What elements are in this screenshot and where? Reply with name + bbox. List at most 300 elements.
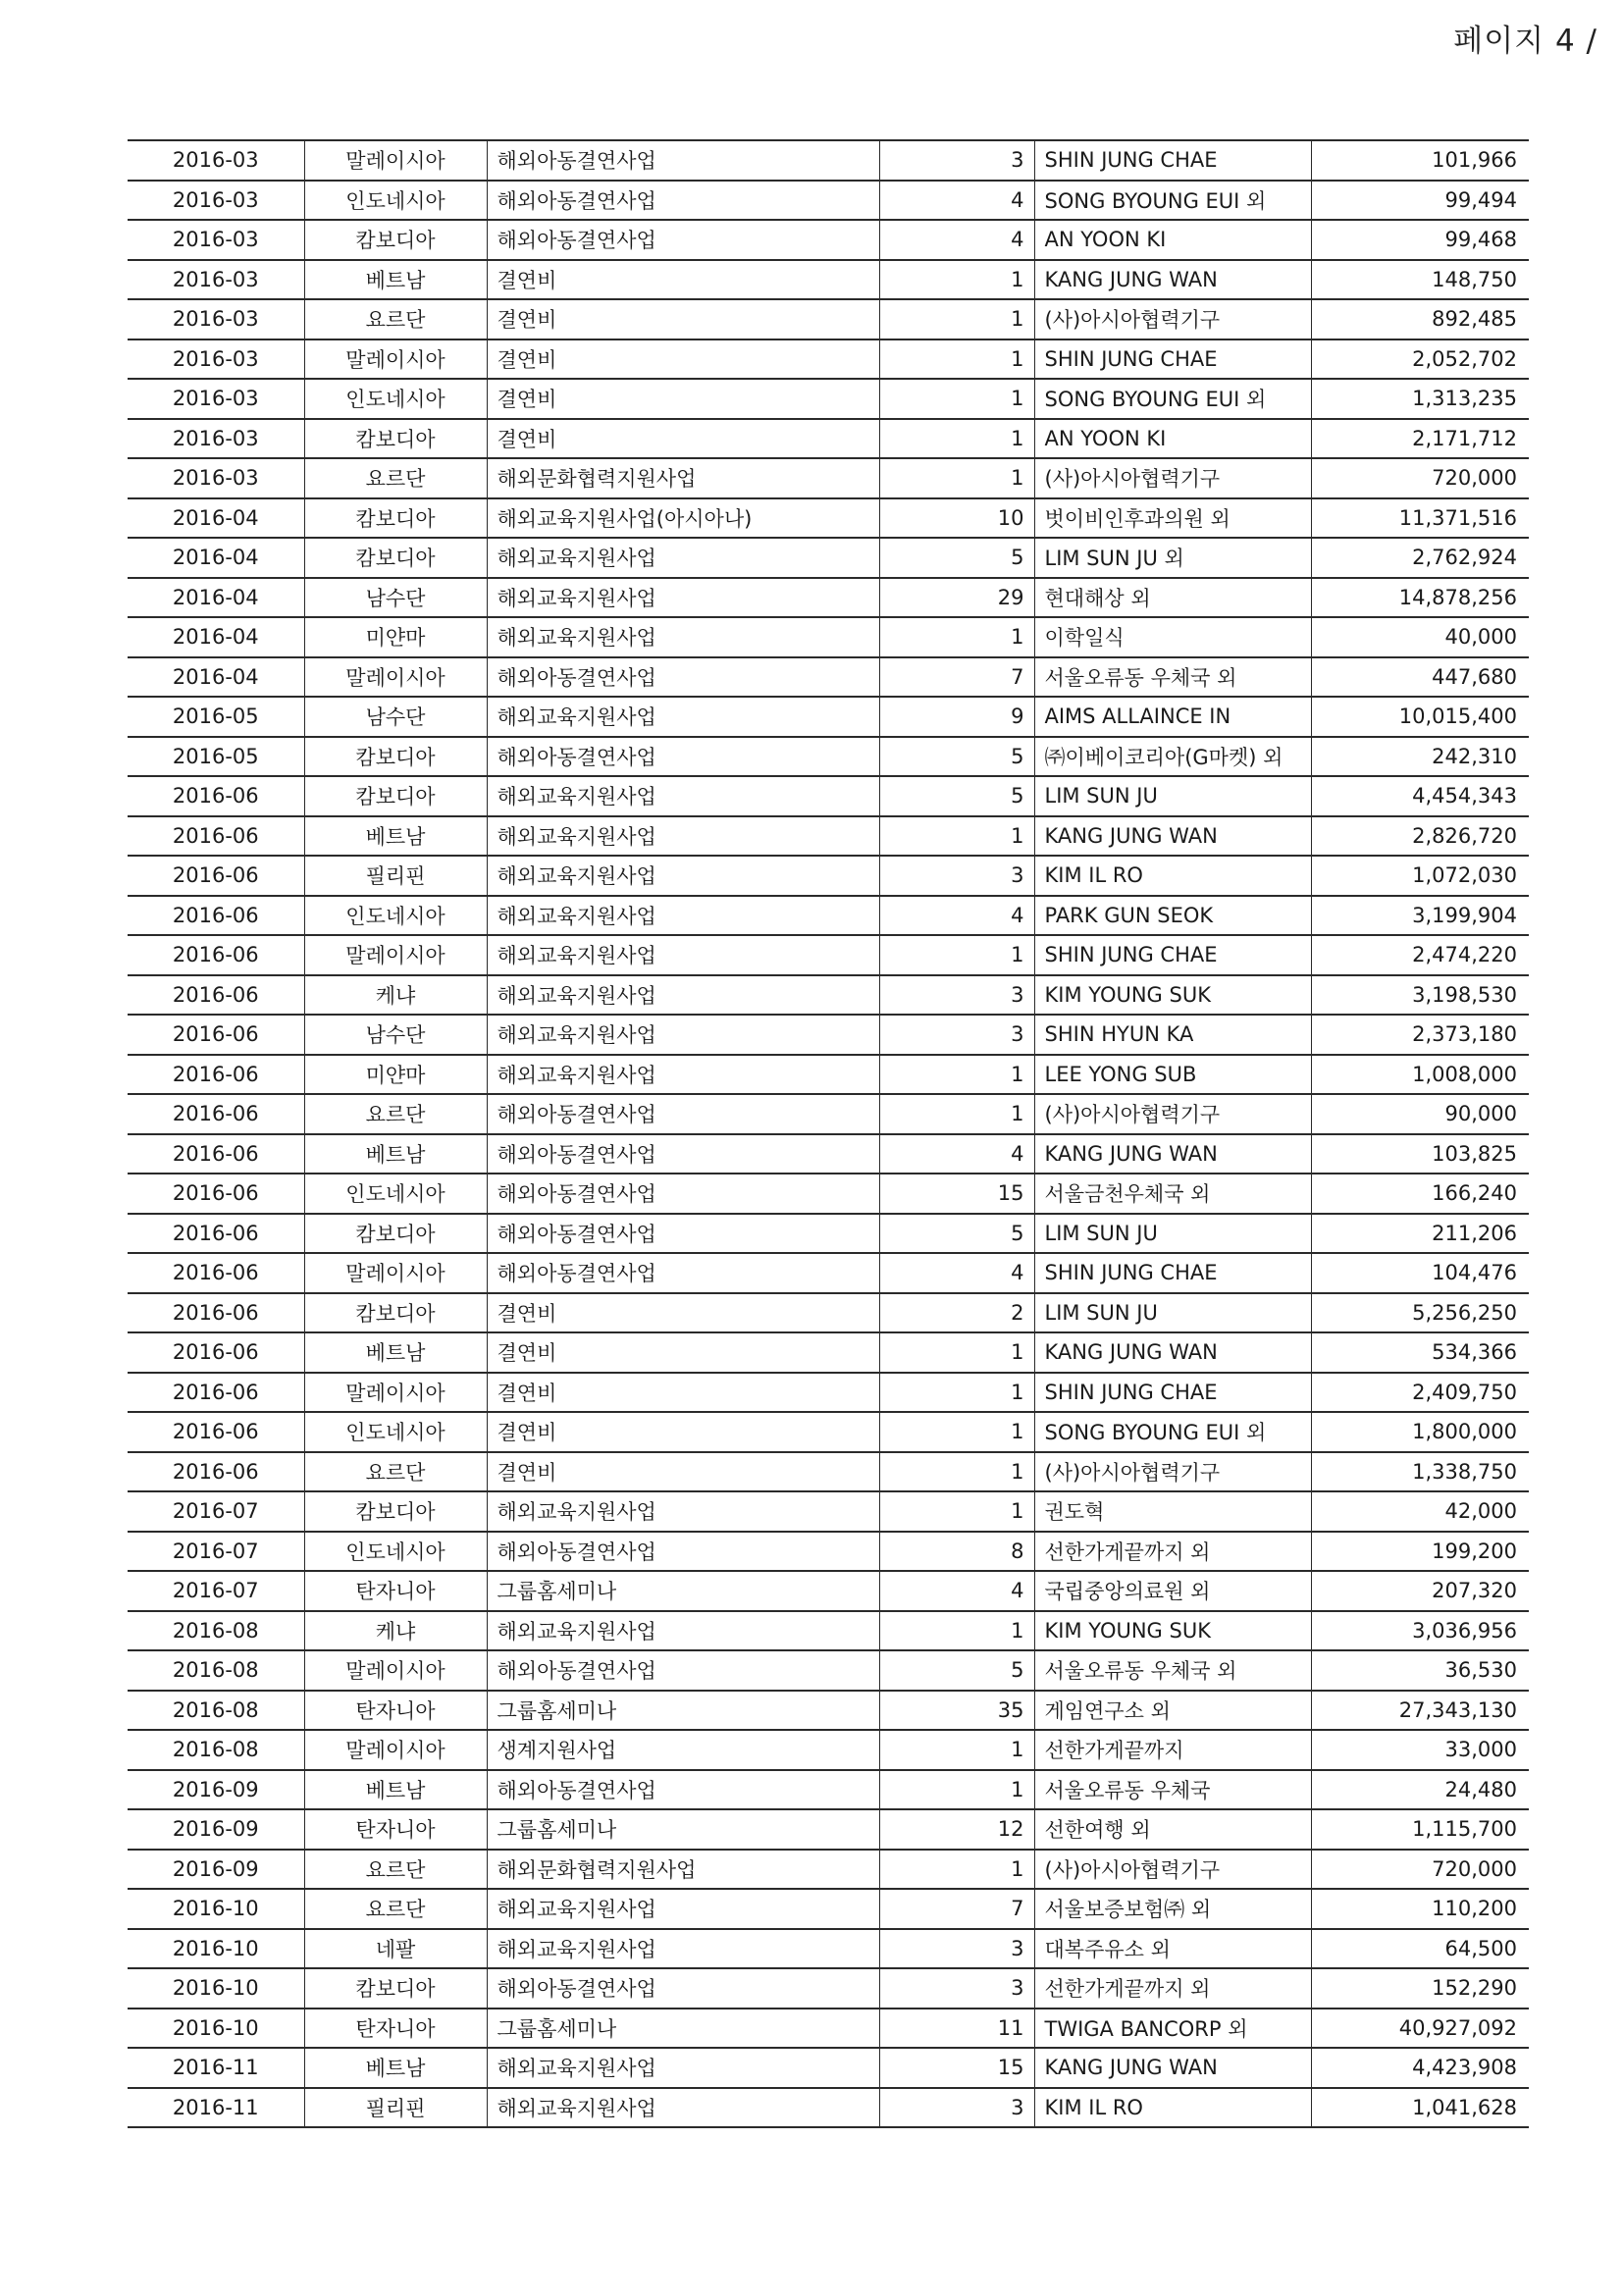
date-cell: 2016-03 [128, 181, 304, 221]
amount-cell: 1,800,000 [1311, 1412, 1529, 1452]
count-cell: 1 [879, 935, 1034, 975]
payee-cell: 게임연구소 외 [1034, 1691, 1311, 1731]
payee-cell: 이학일식 [1034, 617, 1311, 657]
date-cell: 2016-06 [128, 1412, 304, 1452]
amount-cell: 3,199,904 [1311, 896, 1529, 936]
date-cell: 2016-03 [128, 458, 304, 498]
program-cell: 결연비 [487, 339, 879, 380]
country-cell: 남수단 [304, 1015, 487, 1055]
country-cell: 탄자니아 [304, 1809, 487, 1850]
count-cell: 3 [879, 1929, 1034, 1969]
country-cell: 베트남 [304, 1134, 487, 1174]
date-cell: 2016-07 [128, 1571, 304, 1611]
count-cell: 1 [879, 1491, 1034, 1532]
date-cell: 2016-06 [128, 1332, 304, 1373]
payee-cell: 선한가게끝까지 외 [1034, 1968, 1311, 2009]
program-cell: 해외교육지원사업 [487, 1611, 879, 1651]
country-cell: 요르단 [304, 1094, 487, 1134]
payee-cell: AN YOON KI [1034, 419, 1311, 459]
count-cell: 10 [879, 498, 1034, 539]
program-cell: 해외아동결연사업 [487, 657, 879, 698]
payee-cell: SHIN HYUN KA [1034, 1015, 1311, 1055]
amount-cell: 99,494 [1311, 181, 1529, 221]
ledger-body [128, 140, 1529, 2127]
date-cell: 2016-10 [128, 1889, 304, 1929]
date-cell: 2016-09 [128, 1809, 304, 1850]
country-cell: 필리핀 [304, 2088, 487, 2128]
count-cell: 5 [879, 737, 1034, 777]
program-cell: 해외아동결연사업 [487, 737, 879, 777]
table-row [128, 1809, 1529, 1850]
count-cell: 1 [879, 260, 1034, 300]
table-row [128, 1253, 1529, 1293]
count-cell: 1 [879, 379, 1034, 419]
payee-cell: SHIN JUNG CHAE [1034, 140, 1311, 181]
amount-cell: 5,256,250 [1311, 1293, 1529, 1333]
amount-cell: 4,454,343 [1311, 776, 1529, 816]
amount-cell: 27,343,130 [1311, 1691, 1529, 1731]
program-cell: 해외교육지원사업 [487, 1889, 879, 1929]
count-cell: 1 [879, 1094, 1034, 1134]
program-cell: 생계지원사업 [487, 1730, 879, 1770]
country-cell: 케냐 [304, 1611, 487, 1651]
date-cell: 2016-06 [128, 1094, 304, 1134]
amount-cell: 1,041,628 [1311, 2088, 1529, 2128]
date-cell: 2016-04 [128, 657, 304, 698]
date-cell: 2016-11 [128, 2048, 304, 2088]
count-cell: 5 [879, 1214, 1034, 1254]
date-cell: 2016-06 [128, 816, 304, 857]
count-cell: 3 [879, 140, 1034, 181]
country-cell: 말레이시아 [304, 140, 487, 181]
table-row [128, 1094, 1529, 1134]
count-cell: 7 [879, 1889, 1034, 1929]
table-row [128, 1293, 1529, 1333]
table-row [128, 260, 1529, 300]
amount-cell: 10,015,400 [1311, 697, 1529, 737]
program-cell: 해외아동결연사업 [487, 1968, 879, 2009]
country-cell: 베트남 [304, 1770, 487, 1810]
program-cell: 해외아동결연사업 [487, 181, 879, 221]
program-cell: 결연비 [487, 419, 879, 459]
amount-cell: 110,200 [1311, 1889, 1529, 1929]
amount-cell: 447,680 [1311, 657, 1529, 698]
payee-cell: 대복주유소 외 [1034, 1929, 1311, 1969]
count-cell: 4 [879, 220, 1034, 260]
amount-cell: 3,036,956 [1311, 1611, 1529, 1651]
date-cell: 2016-06 [128, 1253, 304, 1293]
country-cell: 베트남 [304, 260, 487, 300]
count-cell: 1 [879, 1730, 1034, 1770]
table-row [128, 1968, 1529, 2009]
payee-cell: SHIN JUNG CHAE [1034, 339, 1311, 380]
date-cell: 2016-03 [128, 299, 304, 339]
count-cell: 2 [879, 1293, 1034, 1333]
program-cell: 결연비 [487, 1373, 879, 1413]
program-cell: 그룹홈세미나 [487, 1809, 879, 1850]
payee-cell: SHIN JUNG CHAE [1034, 1373, 1311, 1413]
country-cell: 미얀마 [304, 1055, 487, 1095]
amount-cell: 2,409,750 [1311, 1373, 1529, 1413]
payee-cell: KANG JUNG WAN [1034, 1332, 1311, 1373]
program-cell: 해외교육지원사업 [487, 776, 879, 816]
count-cell: 5 [879, 1650, 1034, 1691]
country-cell: 인도네시아 [304, 896, 487, 936]
count-cell: 4 [879, 1134, 1034, 1174]
program-cell: 결연비 [487, 1412, 879, 1452]
count-cell: 1 [879, 1850, 1034, 1890]
table-row [128, 140, 1529, 181]
amount-cell: 103,825 [1311, 1134, 1529, 1174]
payee-cell: 벗이비인후과의원 외 [1034, 498, 1311, 539]
date-cell: 2016-03 [128, 339, 304, 380]
count-cell: 4 [879, 1571, 1034, 1611]
date-cell: 2016-05 [128, 697, 304, 737]
country-cell: 베트남 [304, 816, 487, 857]
amount-cell: 892,485 [1311, 299, 1529, 339]
country-cell: 인도네시아 [304, 1532, 487, 1572]
table-row [128, 220, 1529, 260]
date-cell: 2016-05 [128, 737, 304, 777]
count-cell: 5 [879, 776, 1034, 816]
country-cell: 남수단 [304, 578, 487, 618]
amount-cell: 14,878,256 [1311, 578, 1529, 618]
date-cell: 2016-03 [128, 140, 304, 181]
program-cell: 해외문화협력지원사업 [487, 458, 879, 498]
amount-cell: 2,474,220 [1311, 935, 1529, 975]
program-cell: 해외아동결연사업 [487, 1094, 879, 1134]
country-cell: 캄보디아 [304, 1293, 487, 1333]
country-cell: 요르단 [304, 1889, 487, 1929]
amount-cell: 101,966 [1311, 140, 1529, 181]
count-cell: 4 [879, 1253, 1034, 1293]
amount-cell: 33,000 [1311, 1730, 1529, 1770]
table-row [128, 776, 1529, 816]
amount-cell: 211,206 [1311, 1214, 1529, 1254]
table-row [128, 299, 1529, 339]
program-cell: 결연비 [487, 1332, 879, 1373]
country-cell: 말레이시아 [304, 1373, 487, 1413]
program-cell: 해외교육지원사업 [487, 617, 879, 657]
country-cell: 요르단 [304, 1850, 487, 1890]
payee-cell: KANG JUNG WAN [1034, 816, 1311, 857]
table-row [128, 1452, 1529, 1492]
amount-cell: 2,762,924 [1311, 538, 1529, 578]
country-cell: 캄보디아 [304, 776, 487, 816]
amount-cell: 207,320 [1311, 1571, 1529, 1611]
date-cell: 2016-08 [128, 1730, 304, 1770]
page-number-label: 페이지 4 / [1453, 24, 1597, 59]
table-row [128, 379, 1529, 419]
amount-cell: 152,290 [1311, 1968, 1529, 2009]
table-row [128, 1373, 1529, 1413]
country-cell: 필리핀 [304, 856, 487, 896]
program-cell: 해외교육지원사업 [487, 1055, 879, 1095]
payee-cell: SONG BYOUNG EUI 외 [1034, 181, 1311, 221]
payee-cell: SONG BYOUNG EUI 외 [1034, 379, 1311, 419]
table-row [128, 737, 1529, 777]
date-cell: 2016-11 [128, 2088, 304, 2128]
program-cell: 해외아동결연사업 [487, 1532, 879, 1572]
date-cell: 2016-06 [128, 975, 304, 1016]
payee-cell: 서울오류동 우체국 외 [1034, 1650, 1311, 1691]
table-row [128, 2088, 1529, 2128]
table-row [128, 538, 1529, 578]
payee-cell: 권도혁 [1034, 1491, 1311, 1532]
country-cell: 요르단 [304, 1452, 487, 1492]
count-cell: 1 [879, 1452, 1034, 1492]
country-cell: 탄자니아 [304, 1571, 487, 1611]
date-cell: 2016-03 [128, 220, 304, 260]
country-cell: 탄자니아 [304, 2009, 487, 2049]
count-cell: 4 [879, 181, 1034, 221]
count-cell: 12 [879, 1809, 1034, 1850]
country-cell: 베트남 [304, 1332, 487, 1373]
country-cell: 인도네시아 [304, 1174, 487, 1214]
count-cell: 3 [879, 1968, 1034, 2009]
count-cell: 3 [879, 2088, 1034, 2128]
amount-cell: 24,480 [1311, 1770, 1529, 1810]
count-cell: 4 [879, 896, 1034, 936]
table-row [128, 419, 1529, 459]
count-cell: 9 [879, 697, 1034, 737]
payee-cell: KANG JUNG WAN [1034, 260, 1311, 300]
amount-cell: 242,310 [1311, 737, 1529, 777]
program-cell: 해외교육지원사업 [487, 1491, 879, 1532]
program-cell: 해외아동결연사업 [487, 1214, 879, 1254]
program-cell: 해외교육지원사업 [487, 935, 879, 975]
program-cell: 해외교육지원사업 [487, 816, 879, 857]
count-cell: 1 [879, 1770, 1034, 1810]
payee-cell: AIMS ALLAINCE IN [1034, 697, 1311, 737]
country-cell: 말레이시아 [304, 1650, 487, 1691]
program-cell: 해외교육지원사업(아시아나) [487, 498, 879, 539]
payee-cell: KIM IL RO [1034, 2088, 1311, 2128]
program-cell: 해외교육지원사업 [487, 2088, 879, 2128]
program-cell: 해외교육지원사업 [487, 975, 879, 1016]
date-cell: 2016-09 [128, 1850, 304, 1890]
date-cell: 2016-04 [128, 538, 304, 578]
amount-cell: 90,000 [1311, 1094, 1529, 1134]
amount-cell: 1,313,235 [1311, 379, 1529, 419]
payee-cell: SHIN JUNG CHAE [1034, 1253, 1311, 1293]
table-row [128, 1650, 1529, 1691]
country-cell: 케냐 [304, 975, 487, 1016]
payee-cell: 현대해상 외 [1034, 578, 1311, 618]
country-cell: 캄보디아 [304, 1491, 487, 1532]
table-row [128, 896, 1529, 936]
country-cell: 베트남 [304, 2048, 487, 2088]
payee-cell: 서울보증보험㈜ 외 [1034, 1889, 1311, 1929]
date-cell: 2016-04 [128, 578, 304, 618]
amount-cell: 199,200 [1311, 1532, 1529, 1572]
payee-cell: (사)아시아협력기구 [1034, 1850, 1311, 1890]
country-cell: 캄보디아 [304, 1968, 487, 2009]
count-cell: 15 [879, 1174, 1034, 1214]
program-cell: 해외아동결연사업 [487, 1770, 879, 1810]
count-cell: 3 [879, 1015, 1034, 1055]
table-row [128, 1214, 1529, 1254]
program-cell: 해외문화협력지원사업 [487, 1850, 879, 1890]
count-cell: 5 [879, 538, 1034, 578]
table-row [128, 339, 1529, 380]
payee-cell: KIM YOUNG SUK [1034, 975, 1311, 1016]
program-cell: 해외교육지원사업 [487, 1929, 879, 1969]
table-row [128, 856, 1529, 896]
count-cell: 29 [879, 578, 1034, 618]
country-cell: 캄보디아 [304, 737, 487, 777]
date-cell: 2016-06 [128, 1134, 304, 1174]
payee-cell: LEE YONG SUB [1034, 1055, 1311, 1095]
amount-cell: 1,338,750 [1311, 1452, 1529, 1492]
country-cell: 캄보디아 [304, 220, 487, 260]
country-cell: 말레이시아 [304, 1730, 487, 1770]
country-cell: 캄보디아 [304, 498, 487, 539]
program-cell: 결연비 [487, 379, 879, 419]
amount-cell: 4,423,908 [1311, 2048, 1529, 2088]
date-cell: 2016-06 [128, 1452, 304, 1492]
program-cell: 해외아동결연사업 [487, 1134, 879, 1174]
payee-cell: 서울오류동 우체국 [1034, 1770, 1311, 1810]
amount-cell: 1,115,700 [1311, 1809, 1529, 1850]
amount-cell: 42,000 [1311, 1491, 1529, 1532]
count-cell: 15 [879, 2048, 1034, 2088]
amount-cell: 148,750 [1311, 260, 1529, 300]
program-cell: 해외교육지원사업 [487, 2048, 879, 2088]
date-cell: 2016-03 [128, 260, 304, 300]
count-cell: 1 [879, 1412, 1034, 1452]
count-cell: 8 [879, 1532, 1034, 1572]
table-row [128, 617, 1529, 657]
country-cell: 요르단 [304, 299, 487, 339]
table-row [128, 1055, 1529, 1095]
count-cell: 1 [879, 419, 1034, 459]
count-cell: 1 [879, 617, 1034, 657]
payee-cell: 서울금천우체국 외 [1034, 1174, 1311, 1214]
date-cell: 2016-08 [128, 1611, 304, 1651]
program-cell: 해외교육지원사업 [487, 1015, 879, 1055]
country-cell: 탄자니아 [304, 1691, 487, 1731]
payee-cell: KIM YOUNG SUK [1034, 1611, 1311, 1651]
count-cell: 1 [879, 1055, 1034, 1095]
amount-cell: 166,240 [1311, 1174, 1529, 1214]
expense-ledger-table [128, 139, 1529, 2128]
payee-cell: LIM SUN JU [1034, 1293, 1311, 1333]
amount-cell: 99,468 [1311, 220, 1529, 260]
table-row [128, 816, 1529, 857]
amount-cell: 2,373,180 [1311, 1015, 1529, 1055]
amount-cell: 534,366 [1311, 1332, 1529, 1373]
table-row [128, 1929, 1529, 1969]
amount-cell: 1,072,030 [1311, 856, 1529, 896]
amount-cell: 104,476 [1311, 1253, 1529, 1293]
date-cell: 2016-06 [128, 1293, 304, 1333]
date-cell: 2016-06 [128, 1015, 304, 1055]
payee-cell: (사)아시아협력기구 [1034, 299, 1311, 339]
country-cell: 네팔 [304, 1929, 487, 1969]
date-cell: 2016-06 [128, 856, 304, 896]
amount-cell: 2,171,712 [1311, 419, 1529, 459]
country-cell: 요르단 [304, 458, 487, 498]
table-row [128, 1691, 1529, 1731]
table-row [128, 975, 1529, 1016]
table-row [128, 657, 1529, 698]
table-row [128, 1332, 1529, 1373]
country-cell: 캄보디아 [304, 1214, 487, 1254]
date-cell: 2016-04 [128, 617, 304, 657]
amount-cell: 40,000 [1311, 617, 1529, 657]
country-cell: 인도네시아 [304, 379, 487, 419]
amount-cell: 720,000 [1311, 458, 1529, 498]
date-cell: 2016-10 [128, 1968, 304, 2009]
payee-cell: 국립중앙의료원 외 [1034, 1571, 1311, 1611]
date-cell: 2016-10 [128, 1929, 304, 1969]
program-cell: 해외교육지원사업 [487, 856, 879, 896]
amount-cell: 36,530 [1311, 1650, 1529, 1691]
amount-cell: 2,052,702 [1311, 339, 1529, 380]
date-cell: 2016-06 [128, 1174, 304, 1214]
program-cell: 그룹홈세미나 [487, 2009, 879, 2049]
date-cell: 2016-07 [128, 1532, 304, 1572]
country-cell: 말레이시아 [304, 339, 487, 380]
table-row [128, 1571, 1529, 1611]
date-cell: 2016-04 [128, 498, 304, 539]
table-row [128, 578, 1529, 618]
date-cell: 2016-06 [128, 1214, 304, 1254]
amount-cell: 64,500 [1311, 1929, 1529, 1969]
program-cell: 해외교육지원사업 [487, 538, 879, 578]
count-cell: 1 [879, 816, 1034, 857]
count-cell: 3 [879, 856, 1034, 896]
program-cell: 해외교육지원사업 [487, 697, 879, 737]
table-row [128, 1611, 1529, 1651]
table-row [128, 2009, 1529, 2049]
table-row [128, 1491, 1529, 1532]
amount-cell: 2,826,720 [1311, 816, 1529, 857]
program-cell: 해외아동결연사업 [487, 220, 879, 260]
date-cell: 2016-03 [128, 379, 304, 419]
program-cell: 결연비 [487, 260, 879, 300]
table-row [128, 1015, 1529, 1055]
payee-cell: LIM SUN JU 외 [1034, 538, 1311, 578]
table-row [128, 1134, 1529, 1174]
program-cell: 그룹홈세미나 [487, 1691, 879, 1731]
program-cell: 해외아동결연사업 [487, 1253, 879, 1293]
payee-cell: LIM SUN JU [1034, 776, 1311, 816]
table-row [128, 458, 1529, 498]
date-cell: 2016-06 [128, 896, 304, 936]
program-cell: 결연비 [487, 299, 879, 339]
payee-cell: 서울오류동 우체국 외 [1034, 657, 1311, 698]
payee-cell: 선한여행 외 [1034, 1809, 1311, 1850]
payee-cell: KIM IL RO [1034, 856, 1311, 896]
program-cell: 해외교육지원사업 [487, 578, 879, 618]
country-cell: 남수단 [304, 697, 487, 737]
program-cell: 결연비 [487, 1452, 879, 1492]
count-cell: 1 [879, 1611, 1034, 1651]
program-cell: 그룹홈세미나 [487, 1571, 879, 1611]
payee-cell: TWIGA BANCORP 외 [1034, 2009, 1311, 2049]
table-row [128, 1532, 1529, 1572]
count-cell: 1 [879, 1332, 1034, 1373]
date-cell: 2016-06 [128, 1373, 304, 1413]
program-cell: 결연비 [487, 1293, 879, 1333]
table-row [128, 1730, 1529, 1770]
payee-cell: SHIN JUNG CHAE [1034, 935, 1311, 975]
table-row [128, 1174, 1529, 1214]
table-row [128, 1412, 1529, 1452]
payee-cell: (사)아시아협력기구 [1034, 458, 1311, 498]
